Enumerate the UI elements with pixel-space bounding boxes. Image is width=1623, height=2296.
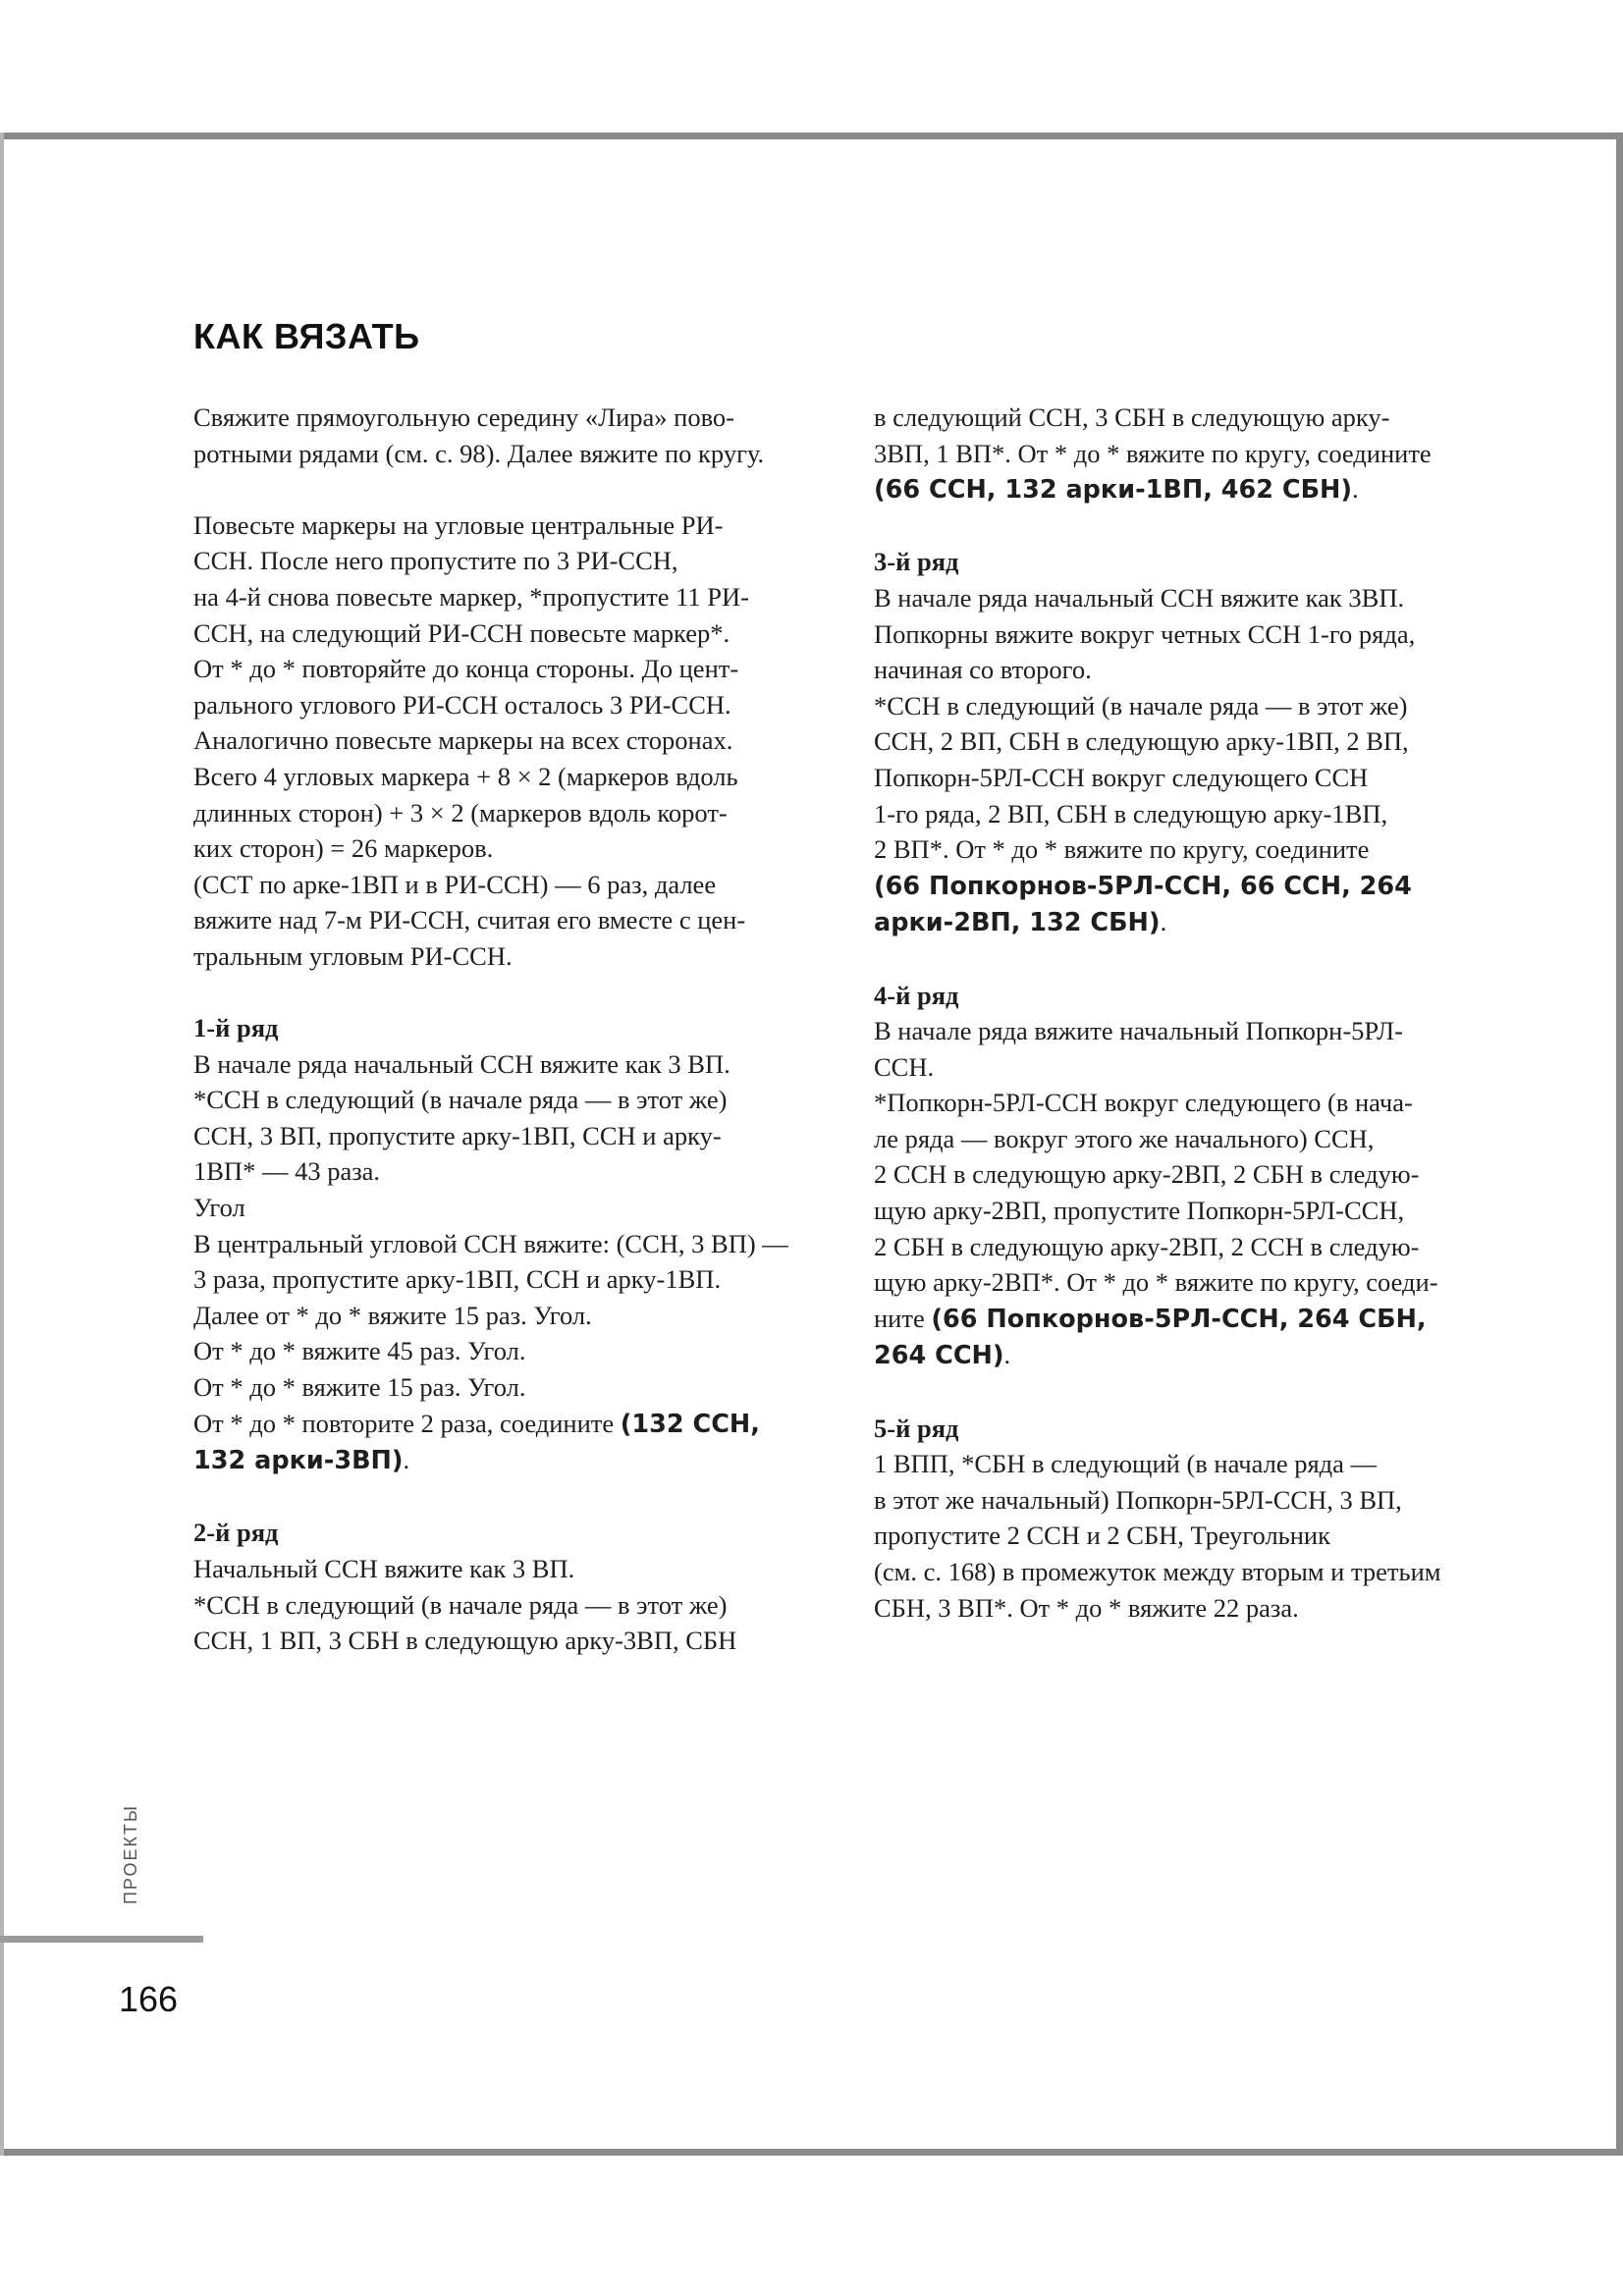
line-text: ССН, 3 ВП, пропустите арку-1ВП, ССН и арку- bbox=[193, 1120, 722, 1150]
line-text: *ССН в следующий (в начале ряда — в этот же) bbox=[874, 690, 1408, 721]
line-text: 4-й ряд bbox=[874, 980, 959, 1010]
paragraph-gap bbox=[193, 975, 832, 1011]
line-text: пропустите 2 ССН и 2 СБН, Треугольник bbox=[874, 1521, 1330, 1551]
line-text: От * до * повторите 2 раза, соедините bbox=[193, 1408, 621, 1438]
text-line bbox=[193, 1190, 832, 1226]
text-line bbox=[874, 1049, 1532, 1086]
text-line bbox=[874, 760, 1532, 796]
bottom-border-rule bbox=[0, 2149, 1623, 2156]
line-text: ССН, 1 ВП, 3 СБН в следующую арку-3ВП, СБН bbox=[193, 1626, 737, 1656]
text-line bbox=[874, 1482, 1532, 1519]
side-accent-rule bbox=[0, 1936, 203, 1943]
line-text: От * до * повторяйте до конца стороны. До цент- bbox=[193, 654, 739, 684]
text-line bbox=[874, 471, 1532, 508]
text-line bbox=[193, 1333, 832, 1369]
text-line bbox=[193, 543, 832, 579]
line-text: ле ряда — вокруг этого же начального) ССН, bbox=[874, 1123, 1375, 1153]
text-line bbox=[193, 759, 832, 795]
paragraph-gap bbox=[874, 1374, 1532, 1411]
line-text: Аналогично повесьте маркеры на всех сторонах. bbox=[193, 725, 733, 756]
paragraph-gap bbox=[874, 508, 1532, 545]
page-number: 166 bbox=[119, 1979, 179, 2019]
text-line bbox=[193, 436, 832, 472]
text-line bbox=[874, 1013, 1532, 1049]
line-text: щую арку-2ВП, пропустите Попкорн-5РЛ-ССН, bbox=[874, 1196, 1405, 1226]
line-text: Повесьте маркеры на угловые центральные РИ- bbox=[193, 509, 724, 540]
row-heading bbox=[874, 544, 1532, 580]
text-line bbox=[193, 1082, 832, 1118]
text-line bbox=[193, 579, 832, 615]
row-heading bbox=[874, 1411, 1532, 1447]
line-text: От * до * вяжите 15 раз. Угол. bbox=[193, 1372, 526, 1403]
line-text: 3-й ряд bbox=[874, 547, 959, 577]
line-text: Начальный ССН вяжите как 3 ВП. bbox=[193, 1554, 575, 1583]
text-line bbox=[193, 902, 832, 938]
bold-stitch-count: (66 ССН, 132 арки-1ВП, 462 СБН) bbox=[874, 475, 1353, 506]
line-text: ССН, на следующий РИ-ССН повесьте маркер*. bbox=[193, 617, 730, 648]
line-text: СБН, 3 ВП*. От * до * вяжите 22 раза. bbox=[874, 1592, 1299, 1623]
bold-stitch-count: (66 Попкорнов-5РЛ-ССН, 264 СБН, bbox=[931, 1304, 1427, 1334]
text-line bbox=[874, 1337, 1532, 1374]
bold-stitch-count: (66 Попкорнов-5РЛ-ССН, 66 ССН, 264 bbox=[874, 871, 1412, 901]
text-line bbox=[193, 1442, 832, 1479]
line-text: ССН, 2 ВП, СБН в следующую арку-1ВП, 2 ВП, bbox=[874, 726, 1409, 757]
line-text: рального углового РИ-ССН осталось 3 РИ-ССН. bbox=[193, 689, 731, 720]
text-line bbox=[874, 904, 1532, 941]
line-text: Попкорн-5РЛ-ССН вокруг следующего ССН bbox=[874, 762, 1369, 792]
text-line bbox=[193, 1298, 832, 1334]
text-line bbox=[193, 1046, 832, 1083]
bold-stitch-count: 132 арки-3ВП) bbox=[193, 1446, 404, 1476]
line-text: *Попкорн-5РЛ-ССН вокруг следующего (в нача- bbox=[874, 1088, 1413, 1118]
line-text: Всего 4 угловых маркера + 8 × 2 (маркеров вдоль bbox=[193, 761, 738, 791]
line-text: вяжите над 7-м РИ-ССН, считая его вместе с цен- bbox=[193, 905, 746, 935]
line-text: на 4-й снова повесьте маркер, *пропустите 11 РИ- bbox=[193, 581, 749, 612]
text-line bbox=[874, 868, 1532, 905]
right-column bbox=[874, 400, 1532, 1626]
line-text: ните bbox=[874, 1303, 932, 1333]
line-text: В начале ряда начальный ССН вяжите как 3 ВП. bbox=[193, 1048, 730, 1079]
text-line bbox=[193, 795, 832, 831]
line-text-tail: . bbox=[1160, 907, 1167, 937]
text-line bbox=[193, 1261, 832, 1298]
text-line bbox=[193, 830, 832, 867]
text-line bbox=[193, 1551, 832, 1587]
text-line bbox=[874, 652, 1532, 688]
line-text: 2 СБН в следующую арку-2ВП, 2 ССН в следую- bbox=[874, 1231, 1420, 1261]
top-border-rule bbox=[0, 133, 1623, 139]
text-line bbox=[874, 436, 1532, 472]
line-text: ССН. После него пропустите по 3 РИ-ССН, bbox=[193, 546, 678, 576]
line-text: щую арку-2ВП*. От * до * вяжите по кругу, соеди- bbox=[874, 1267, 1438, 1298]
paragraph-gap bbox=[193, 1479, 832, 1516]
text-line bbox=[193, 867, 832, 903]
line-text: 3 раза, пропустите арку-1ВП, ССН и арку-1ВП. bbox=[193, 1264, 722, 1295]
text-line bbox=[874, 580, 1532, 616]
bold-stitch-count: 264 ССН) bbox=[874, 1341, 1004, 1371]
line-text: 5-й ряд bbox=[874, 1413, 959, 1443]
line-text: (см. с. 168) в промежуток между вторым и третьим bbox=[874, 1557, 1441, 1586]
line-text: тральным угловым РИ-ССН. bbox=[193, 940, 513, 971]
text-line bbox=[874, 1193, 1532, 1229]
line-text: 1ВП* — 43 раза. bbox=[193, 1156, 381, 1187]
text-line bbox=[874, 616, 1532, 653]
section-side-label: ПРОЕКТЫ bbox=[121, 1804, 140, 1904]
text-line bbox=[193, 687, 832, 723]
line-text: Свяжите прямоугольную середину «Лира» пово- bbox=[193, 402, 735, 432]
text-line bbox=[193, 615, 832, 652]
text-line bbox=[193, 938, 832, 975]
line-text: Угол bbox=[193, 1193, 245, 1223]
right-border-rule bbox=[1616, 133, 1623, 2156]
text-line bbox=[874, 1121, 1532, 1157]
row-heading bbox=[874, 978, 1532, 1014]
line-text: 3ВП, 1 ВП*. От * до * вяжите по кругу, соедините bbox=[874, 438, 1432, 468]
line-text: В начале ряда начальный ССН вяжите как 3ВП. bbox=[874, 582, 1405, 613]
text-line bbox=[874, 723, 1532, 760]
line-text: *ССН в следующий (в начале ряда — в этот же) bbox=[193, 1589, 728, 1620]
line-text: (ССТ по арке-1ВП и в РИ-ССН) — 6 раз, далее bbox=[193, 869, 717, 899]
line-text: 2 ВП*. От * до * вяжите по кругу, соедините bbox=[874, 834, 1370, 865]
line-text: Попкорны вяжите вокруг четных ССН 1-го ряда, bbox=[874, 618, 1416, 649]
paragraph-gap bbox=[874, 941, 1532, 978]
text-line bbox=[193, 1226, 832, 1262]
text-line bbox=[874, 1229, 1532, 1265]
text-line bbox=[874, 1590, 1532, 1627]
text-line bbox=[193, 1587, 832, 1624]
text-line bbox=[193, 651, 832, 687]
line-text: Далее от * до * вяжите 15 раз. Угол. bbox=[193, 1300, 592, 1330]
line-text: начиная со второго. bbox=[874, 655, 1092, 685]
text-line bbox=[193, 1369, 832, 1406]
text-line bbox=[874, 400, 1532, 436]
text-line bbox=[193, 1406, 832, 1443]
line-text: 2-й ряд bbox=[193, 1518, 279, 1548]
text-line bbox=[874, 1301, 1532, 1338]
text-line bbox=[874, 688, 1532, 724]
text-line bbox=[193, 722, 832, 759]
row-heading bbox=[193, 1010, 832, 1046]
left-border-rule bbox=[0, 133, 4, 2156]
text-line bbox=[193, 400, 832, 436]
text-line bbox=[874, 1446, 1532, 1482]
line-text: ких сторон) = 26 маркеров. bbox=[193, 833, 494, 864]
line-text: 1 ВПП, *СБН в следующий (в начале ряда — bbox=[874, 1449, 1378, 1479]
text-line bbox=[874, 1518, 1532, 1554]
text-line bbox=[874, 1085, 1532, 1121]
line-text: ротными рядами (см. с. 98). Далее вяжите по кругу. bbox=[193, 438, 765, 468]
text-line bbox=[874, 1156, 1532, 1193]
bold-stitch-count: арки-2ВП, 132 СБН) bbox=[874, 908, 1161, 938]
page-title: КАК ВЯЗАТЬ bbox=[193, 316, 420, 356]
line-text: в этот же начальный) Попкорн-5РЛ-ССН, 3 ВП, bbox=[874, 1484, 1402, 1515]
line-text: ССН. bbox=[874, 1051, 935, 1082]
text-line bbox=[193, 507, 832, 544]
line-text-tail: . bbox=[1352, 474, 1359, 505]
text-line bbox=[874, 831, 1532, 868]
line-text: длинных сторон) + 3 × 2 (маркеров вдоль корот- bbox=[193, 797, 728, 828]
text-line bbox=[874, 796, 1532, 832]
left-column bbox=[193, 400, 832, 1659]
line-text: В начале ряда вяжите начальный Попкорн-5РЛ- bbox=[874, 1016, 1403, 1046]
text-line bbox=[193, 1153, 832, 1190]
line-text: 2 ССН в следующую арку-2ВП, 2 СБН в следую- bbox=[874, 1159, 1420, 1190]
paragraph-gap bbox=[193, 471, 832, 507]
text-line bbox=[874, 1554, 1532, 1590]
bold-stitch-count: (132 ССН, bbox=[620, 1409, 760, 1439]
line-text: в следующий ССН, 3 СБН в следующую арку- bbox=[874, 402, 1390, 432]
text-line bbox=[874, 1264, 1532, 1301]
text-line bbox=[193, 1118, 832, 1154]
line-text: От * до * вяжите 45 раз. Угол. bbox=[193, 1336, 526, 1366]
line-text-tail: . bbox=[403, 1445, 410, 1475]
row-heading bbox=[193, 1515, 832, 1551]
line-text: *ССН в следующий (в начале ряда — в этот же) bbox=[193, 1085, 728, 1115]
line-text: В центральный угловой ССН вяжите: (ССН, 3 ВП) — bbox=[193, 1228, 788, 1258]
line-text: 1-го ряда, 2 ВП, СБН в следующую арку-1ВП, bbox=[874, 798, 1388, 828]
text-line bbox=[193, 1623, 832, 1659]
line-text-tail: . bbox=[1003, 1340, 1011, 1370]
line-text: 1-й ряд bbox=[193, 1013, 279, 1043]
